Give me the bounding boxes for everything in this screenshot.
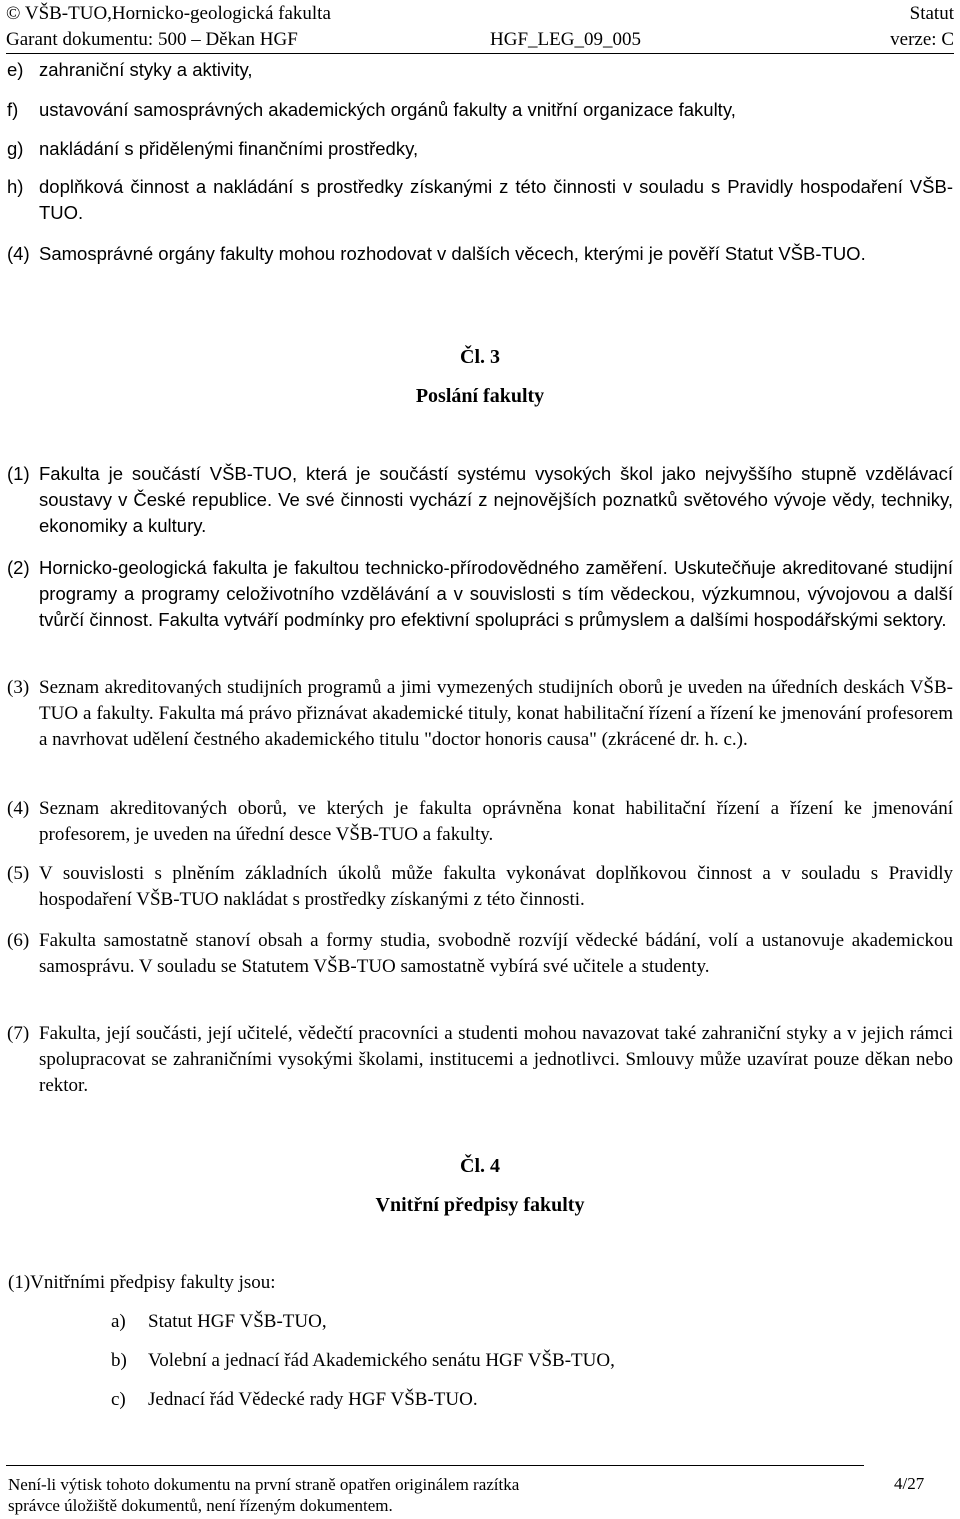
page-number: 4/27 (894, 1474, 925, 1493)
list-label: h) (7, 176, 24, 197)
paragraph-text: Seznam akreditovaných oborů, ve kterých je fakulta oprávněna konat habilitační řízení a řízení ke jmenování profesorem, je uveden na úřední desce VŠB-TUO a fakulty. (39, 798, 953, 845)
paragraph-text: Seznam akreditovaných studijních programů a jimi vymezených studijních oborů je uveden na úředních deskách VŠB-TUO a fakulty. Fakulta má právo přiznávat akademické tituly, konat habilitační řízení a řízení ke jmenování profesorem a navrhovat udělení čestného akademického titulu "doctor honoris causa" (zkrácené dr. h. c.). (39, 677, 953, 750)
list-label: f) (7, 99, 19, 120)
article-3-paragraph-6 (7, 928, 953, 980)
article-4-title: Vnitřní předpisy fakulty (375, 1194, 585, 1216)
list-text: doplňková činnost a nakládání s prostředky získanými z této činnosti v souladu s Pravidly hospodaření VŠB-TUO. (39, 176, 953, 223)
list-label: g) (7, 138, 24, 159)
paragraph-label: (4) (7, 798, 30, 819)
paragraph-label: (1) (7, 463, 30, 484)
list-text: zahraniční styky a aktivity, (39, 59, 253, 80)
document-guarantor: Garant dokumentu: 500 – Děkan HGF (6, 29, 298, 50)
article-3-paragraph-2 (7, 555, 953, 633)
paragraph-text: Fakulta samostatně stanoví obsah a formy studia, svobodně rozvíjí vědecké bádání, volí a ustanovuje akademickou samosprávu. V souladu se Statutem VŠB-TUO samostatně vybírá své učitele a studenty. (39, 930, 953, 977)
article-3-paragraph-3 (7, 675, 953, 753)
paragraph-text: Hornicko-geologická fakulta je fakultou technicko-přírodovědného zaměření. Uskutečňuje akreditované studijní programy a programy celoživotního vzdělávání a v souvislosti s tím vědeckou, výzkumnou, vývojovou a další tvůrčí činnost. Fakulta vytváří podmínky pro efektivní spolupráci s průmyslem a dalšími hospodářskými sektory. (39, 557, 953, 630)
article-3-paragraph-7 (7, 1021, 953, 1099)
paragraph-text: V souvislosti s plněním základních úkolů může fakulta vykonávat doplňkovou činnost a v souladu s Pravidly hospodaření VŠB-TUO nakládat s prostředky získanými z této činnosti. (39, 863, 953, 910)
list-item-e (7, 57, 953, 83)
list-text: nakládání s přidělenými finančními prostředky, (39, 138, 419, 159)
paragraph-label: (4) (7, 243, 30, 264)
paragraph-label: (5) (7, 863, 30, 884)
paragraph-text: Fakulta, její součásti, její učitelé, vědečtí pracovníci a studenti mohou navazovat také zahraniční styky a v jejich rámci spolupracovat se zahraničními vysokými školami, institucemi a jednotlivci. Smlouvy může uzavírat pouze děkan nebo rektor. (39, 1023, 953, 1096)
list-item-g (7, 136, 953, 162)
paragraph-label: (6) (7, 930, 30, 951)
article-3-paragraph-1 (7, 461, 953, 539)
article-4-item-a (111, 1309, 928, 1335)
document-type: Statut (909, 3, 954, 24)
list-item-h (7, 174, 953, 226)
article-4-number: Čl. 4 (460, 1155, 500, 1177)
header-divider (6, 53, 954, 54)
article-3-paragraph-4 (7, 796, 953, 848)
document-version: verze: C (890, 29, 954, 50)
list-text: Jednací řád Vědecké rady HGF VŠB-TUO. (148, 1389, 478, 1410)
list-item-f (7, 97, 953, 123)
article-3-paragraph-5 (7, 861, 953, 913)
article-3-number: Čl. 3 (460, 346, 500, 368)
article-4-item-c (111, 1387, 928, 1413)
footer-notice-line-2: správce úložiště dokumentů, není řízeným dokumentem. (8, 1496, 393, 1515)
paragraph-label: (2) (7, 557, 30, 578)
list-label: c) (111, 1389, 126, 1410)
document-code: HGF_LEG_09_005 (490, 29, 641, 50)
list-label: a) (111, 1311, 126, 1332)
paragraph-label: (3) (7, 677, 30, 698)
footer-notice-line-1: Není-li výtisk tohoto dokumentu na první straně opatřen originálem razítka (8, 1475, 520, 1494)
list-text: Statut HGF VŠB-TUO, (148, 1311, 327, 1332)
paragraph-text: Samosprávné orgány fakulty mohou rozhodovat v dalších věcech, kterými je pověří Statut VŠB-TUO. (39, 243, 866, 264)
list-text: Volební a jednací řád Akademického senátu HGF VŠB-TUO, (148, 1350, 615, 1371)
paragraph-label: (7) (7, 1023, 30, 1044)
article-4-intro: (1)Vnitřními předpisy fakulty jsou: (8, 1272, 276, 1293)
article-3-title: Poslání fakulty (415, 385, 545, 407)
footer-divider (6, 1465, 864, 1466)
list-text: ustavování samosprávných akademických orgánů fakulty a vnitřní organizace fakulty, (39, 99, 736, 120)
paragraph-4-top (7, 241, 953, 267)
list-label: b) (111, 1350, 127, 1371)
paragraph-text: Fakulta je součástí VŠB-TUO, která je součástí systému vysokých škol jako nejvyššího stupně vzdělávací soustavy v České republice. Ve své činnosti vychází z nejnovějších poznatků světového vývoje vědy, techniky, ekonomiky a kultury. (39, 463, 953, 536)
copyright-text: © VŠB-TUO,Hornicko-geologická fakulta (6, 3, 331, 24)
list-label: e) (7, 59, 24, 80)
article-4-item-b (111, 1348, 928, 1374)
